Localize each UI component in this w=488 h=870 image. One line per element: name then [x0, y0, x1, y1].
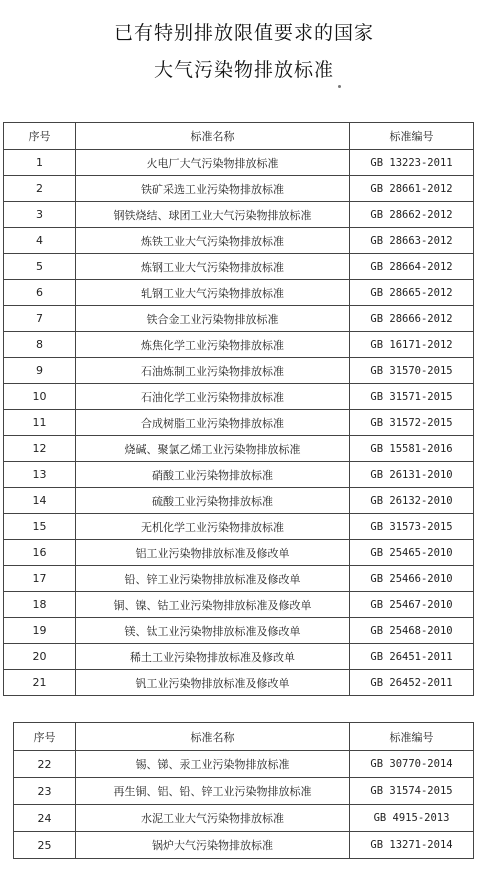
cell-name: 硝酸工业污染物排放标准: [76, 462, 350, 488]
cell-code: GB 25468-2010: [350, 618, 474, 644]
cell-code: GB 31571-2015: [350, 384, 474, 410]
cell-code: GB 31572-2015: [350, 410, 474, 436]
cell-no: 6: [4, 280, 76, 306]
cell-name: 炼钢工业大气污染物排放标准: [76, 254, 350, 280]
cell-code: GB 28666-2012: [350, 306, 474, 332]
cell-no: 11: [4, 410, 76, 436]
cell-code: GB 4915-2013: [350, 805, 474, 832]
table-row: [14, 778, 474, 805]
cell-name: 炼铁工业大气污染物排放标准: [76, 228, 350, 254]
table-row: [4, 644, 474, 670]
header-no: 序号: [4, 123, 76, 150]
cell-no: 12: [4, 436, 76, 462]
cell-code: GB 30770-2014: [350, 751, 474, 778]
table-row: [4, 176, 474, 202]
cell-name: 镁、钛工业污染物排放标准及修改单: [76, 618, 350, 644]
cell-no: 10: [4, 384, 76, 410]
cell-code: GB 26452-2011: [350, 670, 474, 696]
cell-name: 火电厂大气污染物排放标准: [76, 150, 350, 176]
cell-name: 铅、锌工业污染物排放标准及修改单: [76, 566, 350, 592]
table-row: [4, 670, 474, 696]
cell-no: 24: [14, 805, 76, 832]
table-row: [4, 462, 474, 488]
cell-name: 烧碱、聚氯乙烯工业污染物排放标准: [76, 436, 350, 462]
cell-code: GB 26132-2010: [350, 488, 474, 514]
cell-name: 石油化学工业污染物排放标准: [76, 384, 350, 410]
table-row: [4, 332, 474, 358]
cell-no: 3: [4, 202, 76, 228]
cell-name: 铁合金工业污染物排放标准: [76, 306, 350, 332]
document-title-line-2: 大气污染物排放标准: [153, 59, 334, 81]
cell-no: 13: [4, 462, 76, 488]
table-row: [4, 150, 474, 176]
cell-no: 23: [14, 778, 76, 805]
cell-code: GB 31574-2015: [350, 778, 474, 805]
cell-name: 再生铜、铝、铅、锌工业污染物排放标准: [76, 778, 350, 805]
table-row: [4, 202, 474, 228]
cell-code: GB 25467-2010: [350, 592, 474, 618]
cell-name: 锡、锑、汞工业污染物排放标准: [76, 751, 350, 778]
table-row: [4, 254, 474, 280]
table-row: [4, 436, 474, 462]
document-title-line-1: 已有特别排放限值要求的国家: [113, 22, 374, 44]
cell-no: 1: [4, 150, 76, 176]
cell-code: GB 26451-2011: [350, 644, 474, 670]
cell-name: 钒工业污染物排放标准及修改单: [76, 670, 350, 696]
cell-name: 无机化学工业污染物排放标准: [76, 514, 350, 540]
cell-name: 铁矿采选工业污染物排放标准: [76, 176, 350, 202]
cell-no: 7: [4, 306, 76, 332]
cell-code: GB 28664-2012: [350, 254, 474, 280]
table-header-row: [4, 123, 474, 150]
cell-name: 铝工业污染物排放标准及修改单: [76, 540, 350, 566]
cell-no: 20: [4, 644, 76, 670]
cell-no: 14: [4, 488, 76, 514]
cell-no: 5: [4, 254, 76, 280]
table-row: [4, 514, 474, 540]
cell-no: 18: [4, 592, 76, 618]
table-row: [4, 488, 474, 514]
cell-code: GB 31570-2015: [350, 358, 474, 384]
table-row: [4, 618, 474, 644]
cell-name: 锅炉大气污染物排放标准: [76, 832, 350, 859]
cell-no: 25: [14, 832, 76, 859]
cell-code: GB 28663-2012: [350, 228, 474, 254]
table-row: [4, 358, 474, 384]
table-row: [4, 540, 474, 566]
table-row: [4, 384, 474, 410]
cell-no: 17: [4, 566, 76, 592]
standards-table-2: [13, 722, 474, 859]
cell-no: 16: [4, 540, 76, 566]
cell-name: 水泥工业大气污染物排放标准: [76, 805, 350, 832]
cell-code: GB 25465-2010: [350, 540, 474, 566]
cell-no: 4: [4, 228, 76, 254]
table-header-row: [14, 723, 474, 751]
cell-no: 21: [4, 670, 76, 696]
cell-name: 炼焦化学工业污染物排放标准: [76, 332, 350, 358]
table-row: [14, 805, 474, 832]
table-row: [4, 280, 474, 306]
cell-code: GB 13223-2011: [350, 150, 474, 176]
cell-code: GB 15581-2016: [350, 436, 474, 462]
cell-code: GB 16171-2012: [350, 332, 474, 358]
table-row: [14, 832, 474, 859]
table-row: [4, 228, 474, 254]
cell-name: 铜、镍、钴工业污染物排放标准及修改单: [76, 592, 350, 618]
decorative-dot: [338, 85, 341, 88]
cell-no: 2: [4, 176, 76, 202]
cell-code: GB 28662-2012: [350, 202, 474, 228]
table-row: [4, 306, 474, 332]
cell-code: GB 26131-2010: [350, 462, 474, 488]
header-name: 标准名称: [76, 723, 350, 751]
cell-name: 稀土工业污染物排放标准及修改单: [76, 644, 350, 670]
cell-name: 轧钢工业大气污染物排放标准: [76, 280, 350, 306]
cell-no: 9: [4, 358, 76, 384]
header-no: 序号: [14, 723, 76, 751]
cell-no: 19: [4, 618, 76, 644]
cell-name: 硫酸工业污染物排放标准: [76, 488, 350, 514]
table-row: [4, 410, 474, 436]
cell-no: 15: [4, 514, 76, 540]
standards-table-1: [3, 122, 474, 696]
cell-code: GB 28661-2012: [350, 176, 474, 202]
cell-code: GB 28665-2012: [350, 280, 474, 306]
cell-code: GB 31573-2015: [350, 514, 474, 540]
header-name: 标准名称: [76, 123, 350, 150]
cell-name: 石油炼制工业污染物排放标准: [76, 358, 350, 384]
table-row: [4, 566, 474, 592]
header-code: 标准编号: [350, 123, 474, 150]
cell-no: 8: [4, 332, 76, 358]
cell-name: 钢铁烧结、球团工业大气污染物排放标准: [76, 202, 350, 228]
cell-code: GB 25466-2010: [350, 566, 474, 592]
header-code: 标准编号: [350, 723, 474, 751]
cell-name: 合成树脂工业污染物排放标准: [76, 410, 350, 436]
cell-code: GB 13271-2014: [350, 832, 474, 859]
cell-no: 22: [14, 751, 76, 778]
table-row: [14, 751, 474, 778]
table-row: [4, 592, 474, 618]
